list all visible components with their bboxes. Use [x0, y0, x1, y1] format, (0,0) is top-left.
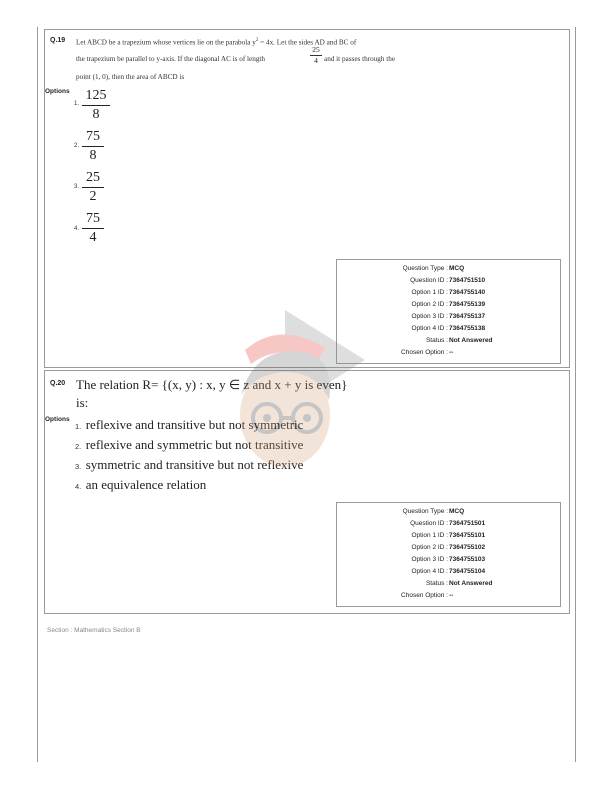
section-footer: Section : Mathematics Section B: [47, 627, 141, 634]
meta-row-question-id: Question ID : 7364751501: [410, 520, 486, 527]
question-text-line-2: is:: [76, 395, 89, 410]
meta-row-option-2-id: Option 2 ID : 7364755139: [411, 301, 486, 308]
option-2[interactable]: 2. reflexive and symmetric but not transitive: [75, 437, 304, 452]
option-3-fraction[interactable]: 25 2: [82, 171, 104, 204]
question-text-line-2a: the trapezium be parallel to y-axis. If the diagonal AC is of length: [76, 55, 266, 63]
option-number: 2.: [74, 143, 80, 149]
meta-row-question-id: Question ID : 7364751510: [410, 277, 486, 284]
meta-row-option-4-id: Option 4 ID : 7364755138: [411, 325, 486, 332]
meta-row-option-1-id: Option 1 ID : 7364755140: [411, 289, 486, 296]
meta-row-option-2-id: Option 2 ID : 7364755102: [411, 544, 486, 551]
meta-row-question-type: Question Type : MCQ: [402, 508, 465, 515]
question-metadata-box: [336, 259, 561, 364]
question-text-line-1: The relation R= {(x, y) : x, y ∈ z and x + y is even}: [76, 377, 348, 392]
question-text-line-3: point (1, 0), then the area of ABCD is: [76, 73, 185, 81]
option-1-fraction[interactable]: 125 8: [82, 89, 110, 122]
meta-row-option-3-id: Option 3 ID : 7364755103: [411, 556, 486, 563]
meta-row-chosen-option: Chosen Option : --: [401, 592, 454, 599]
option-number: 1.: [74, 101, 80, 107]
option-number: 4.: [74, 226, 80, 232]
meta-row-question-type: Question Type : MCQ: [402, 265, 465, 272]
question-metadata-box: [336, 502, 561, 607]
question-text-line-1: Let ABCD be a trapezium whose vertices lie on the parabola $y^2 = 4x$. Let the sides AD and BC of: [76, 38, 357, 47]
option-3[interactable]: 3. symmetric and transitive but not reflexive: [75, 457, 304, 472]
meta-row-status: Status : Not Answered: [425, 337, 493, 344]
meta-row-option-1-id: Option 1 ID : 7364755101: [411, 532, 486, 539]
options-label: Options: [45, 88, 70, 95]
meta-row-chosen-option: Chosen Option : --: [401, 349, 454, 356]
question-number: Q.19: [50, 37, 66, 44]
inline-fraction: 25 4: [310, 46, 322, 65]
meta-row-status: Status : Not Answered: [425, 580, 493, 587]
option-4[interactable]: 4. an equivalence relation: [75, 477, 207, 492]
page-frame-right: [575, 27, 576, 762]
options-label: Options: [45, 416, 70, 423]
page-frame-left: [37, 27, 38, 762]
option-1[interactable]: 1. reflexive and transitive but not symmetric: [75, 417, 304, 432]
question-text-line-2b: and it passes through the: [324, 55, 396, 63]
meta-row-option-4-id: Option 4 ID : 7364755104: [411, 568, 486, 575]
option-number: 3.: [74, 184, 80, 190]
meta-row-option-3-id: Option 3 ID : 7364755137: [411, 313, 486, 320]
option-4-fraction[interactable]: 75 4: [82, 212, 104, 245]
option-2-fraction[interactable]: 75 8: [82, 130, 104, 163]
question-number: Q.20: [50, 380, 66, 387]
